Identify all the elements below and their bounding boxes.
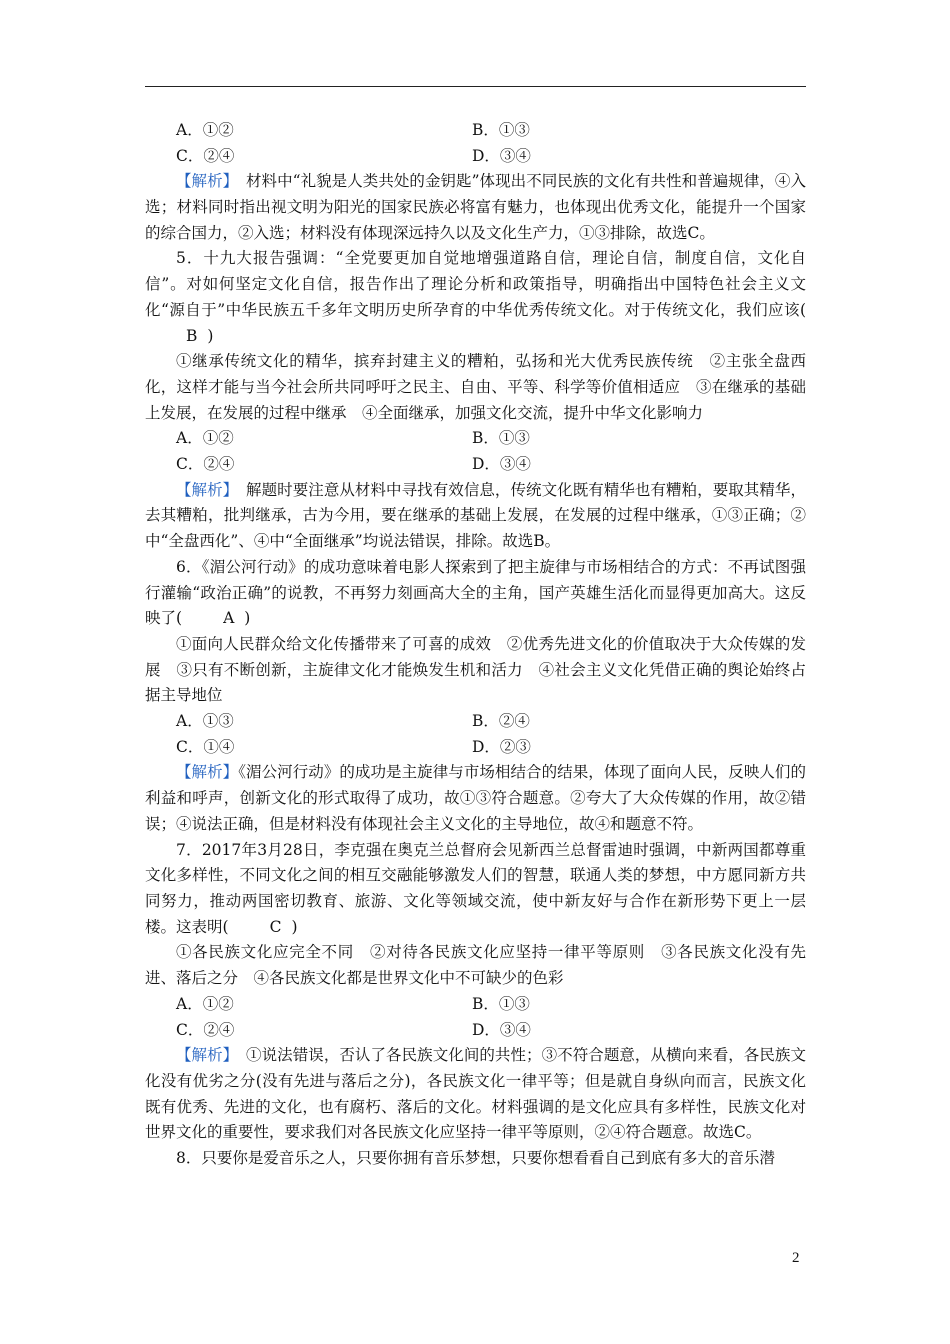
page-number: 2 [792,1250,800,1266]
q5-options-row2 [145,452,806,478]
q6-stem-text: 6．《湄公河行动》的成功意味着电影人探索到了把主旋律与市场相结合的方式：不再试图强行灌输“政治正确”的说教，不再努力刻画高大全的主角，国产英雄生活化而显得更加高大。这反映了( [145,557,806,628]
q7-statements: ①各民族文化应完全不同 ②对待各民族文化应坚持一律平等原则 ③各民族文化没有先进、落后之分 ④各民族文化都是世界文化中不可缺少的色彩 [145,943,806,988]
q7-stem-text: 7．2017年3月28日，李克强在奥克兰总督府会见新西兰总督雷迪时强调，中新两国都尊重文化多样性，不同文化之间的相互交融能够激发人们的智慧，联通人类的梦想，中方愿同新方共同努力，推动两国密切教育、旅游、文化等领域交流，使中新友好与合作在新形势下更上一层楼。这表明( [145,840,806,936]
q6-option-c: C．①④ [176,737,235,756]
q7-option-c: C．②④ [176,1020,235,1039]
q4-option-d: D．③④ [472,146,531,165]
q7-option-b: B．①③ [472,994,530,1013]
q7-stem [145,838,806,941]
q5-option-c: C．②④ [176,455,235,474]
q5-stem [145,246,806,349]
q5-option-d: D．③④ [472,455,531,474]
q6-options-row2 [145,735,806,761]
q5-answer: B [186,326,198,345]
header-rule [145,86,806,87]
q8-stem: 8．只要你是爱音乐之人，只要你拥有音乐梦想，只要你想看看自己到底有多大的音乐潜 [176,1149,775,1167]
q5-analysis [145,478,806,555]
q4-analysis [145,169,806,246]
q7-option-a: A．①② [176,994,234,1013]
q6-stem [145,555,806,632]
q6-answer: A [223,609,235,628]
q7-answer: C [269,917,282,936]
analysis-tag: 【解析】 [176,480,231,499]
q5-stem-end: ) [207,326,214,345]
q7-options-row1 [145,992,806,1018]
q6-option-a: A．①③ [176,712,234,731]
q7-option-d: D．③④ [472,1020,531,1039]
q4-option-a: A．①② [176,121,234,139]
q4-analysis-text: 材料中“礼貌是人类共处的金钥匙”体现出不同民族的文化有共性和普遍规律，④入选；材料同时指出视文明为阳光的国家民族必将富有魅力，也体现出优秀文化，能提升一个国家的综合国力，②入选；材料没有体现深远持久以及文化生产力，①③排除，故选C。 [145,172,806,242]
q7-stem-end: ) [291,917,298,936]
q6-analysis [145,760,806,837]
q6-analysis-text: 《湄公河行动》的成功是主旋律与市场相结合的结果，体现了面向人民，反映人们的利益和呼声，创新文化的形式取得了成功，故①③符合题意。②夸大了大众传媒的作用，故②错误；④说法正确，但是材料没有体现社会主义文化的主导地位，故④和题意不符。 [145,763,806,833]
q5-option-a: A．①② [176,429,234,448]
page-content [145,118,806,1172]
q5-options-row1 [145,426,806,452]
q4-option-c: C．②④ [176,146,235,165]
q5-statements: ①继承传统文化的精华，摈弃封建主义的糟粕，弘扬和光大优秀民族传统 ②主张全盘西化，这样才能与当今社会所共同呼吁之民主、自由、平等、科学等价值相适应 ③在继承的基础上发展，在发展的过程中继承 ④全面继承，加强文化交流，提升中华文化影响力 [145,352,806,422]
q4-options-row1 [145,118,806,144]
q6-statements: ①面向人民群众给文化传播带来了可喜的成效 ②优秀先进文化的价值取决于大众传媒的发展 ③只有不断创新，主旋律文化才能焕发生机和活力 ④社会主义文化凭借正确的舆论始终占据主导地位 [145,635,806,705]
q6-option-b: B．②④ [472,712,530,731]
q7-options-row2 [145,1018,806,1044]
q6-options-row1 [145,709,806,735]
q5-analysis-text: 解题时要注意从材料中寻找有效信息，传统文化既有精华也有糟粕，要取其精华，去其糟粕，批判继承，古为今用，要在继承的基础上发展，在发展的过程中继承，①③正确；②中“全盘西化”、④中“全面继承”均说法错误，排除。故选B。 [145,480,806,551]
q4-option-b: B．①③ [472,121,530,139]
q4-options-row2 [145,144,806,170]
analysis-tag: 【解析】 [176,1046,231,1065]
analysis-tag: 【解析】 [176,172,231,191]
q5-stem-text: 5．十九大报告强调：“全党要更加自觉地增强道路自信，理论自信，制度自信，文化自信”。对如何坚定文化自信，报告作出了理论分析和政策指导，明确指出中国特色社会主义文化“源自于”中华民族五千多年文明历史所孕育的中华优秀传统文化。对于传统文化，我们应该( [145,249,806,319]
q6-option-d: D．②③ [472,737,531,756]
q7-analysis [145,1043,806,1146]
analysis-tag: 【解析】 [176,763,239,782]
q7-analysis-text: ①说法错误，否认了各民族文化间的共性；③不符合题意，从横向来看，各民族文化没有优劣之分(没有先进与落后之分)，各民族文化一律平等；但是就自身纵向而言，民族文化既有优秀、先进的文化，也有腐朽、落后的文化。材料强调的是文化应具有多样性，民族文化对世界文化的重要性，要求我们对各民族文化应坚持一律平等原则，②④符合题意。故选C。 [145,1046,806,1142]
q6-stem-end: ) [244,609,251,628]
q5-option-b: B．①③ [472,429,530,448]
